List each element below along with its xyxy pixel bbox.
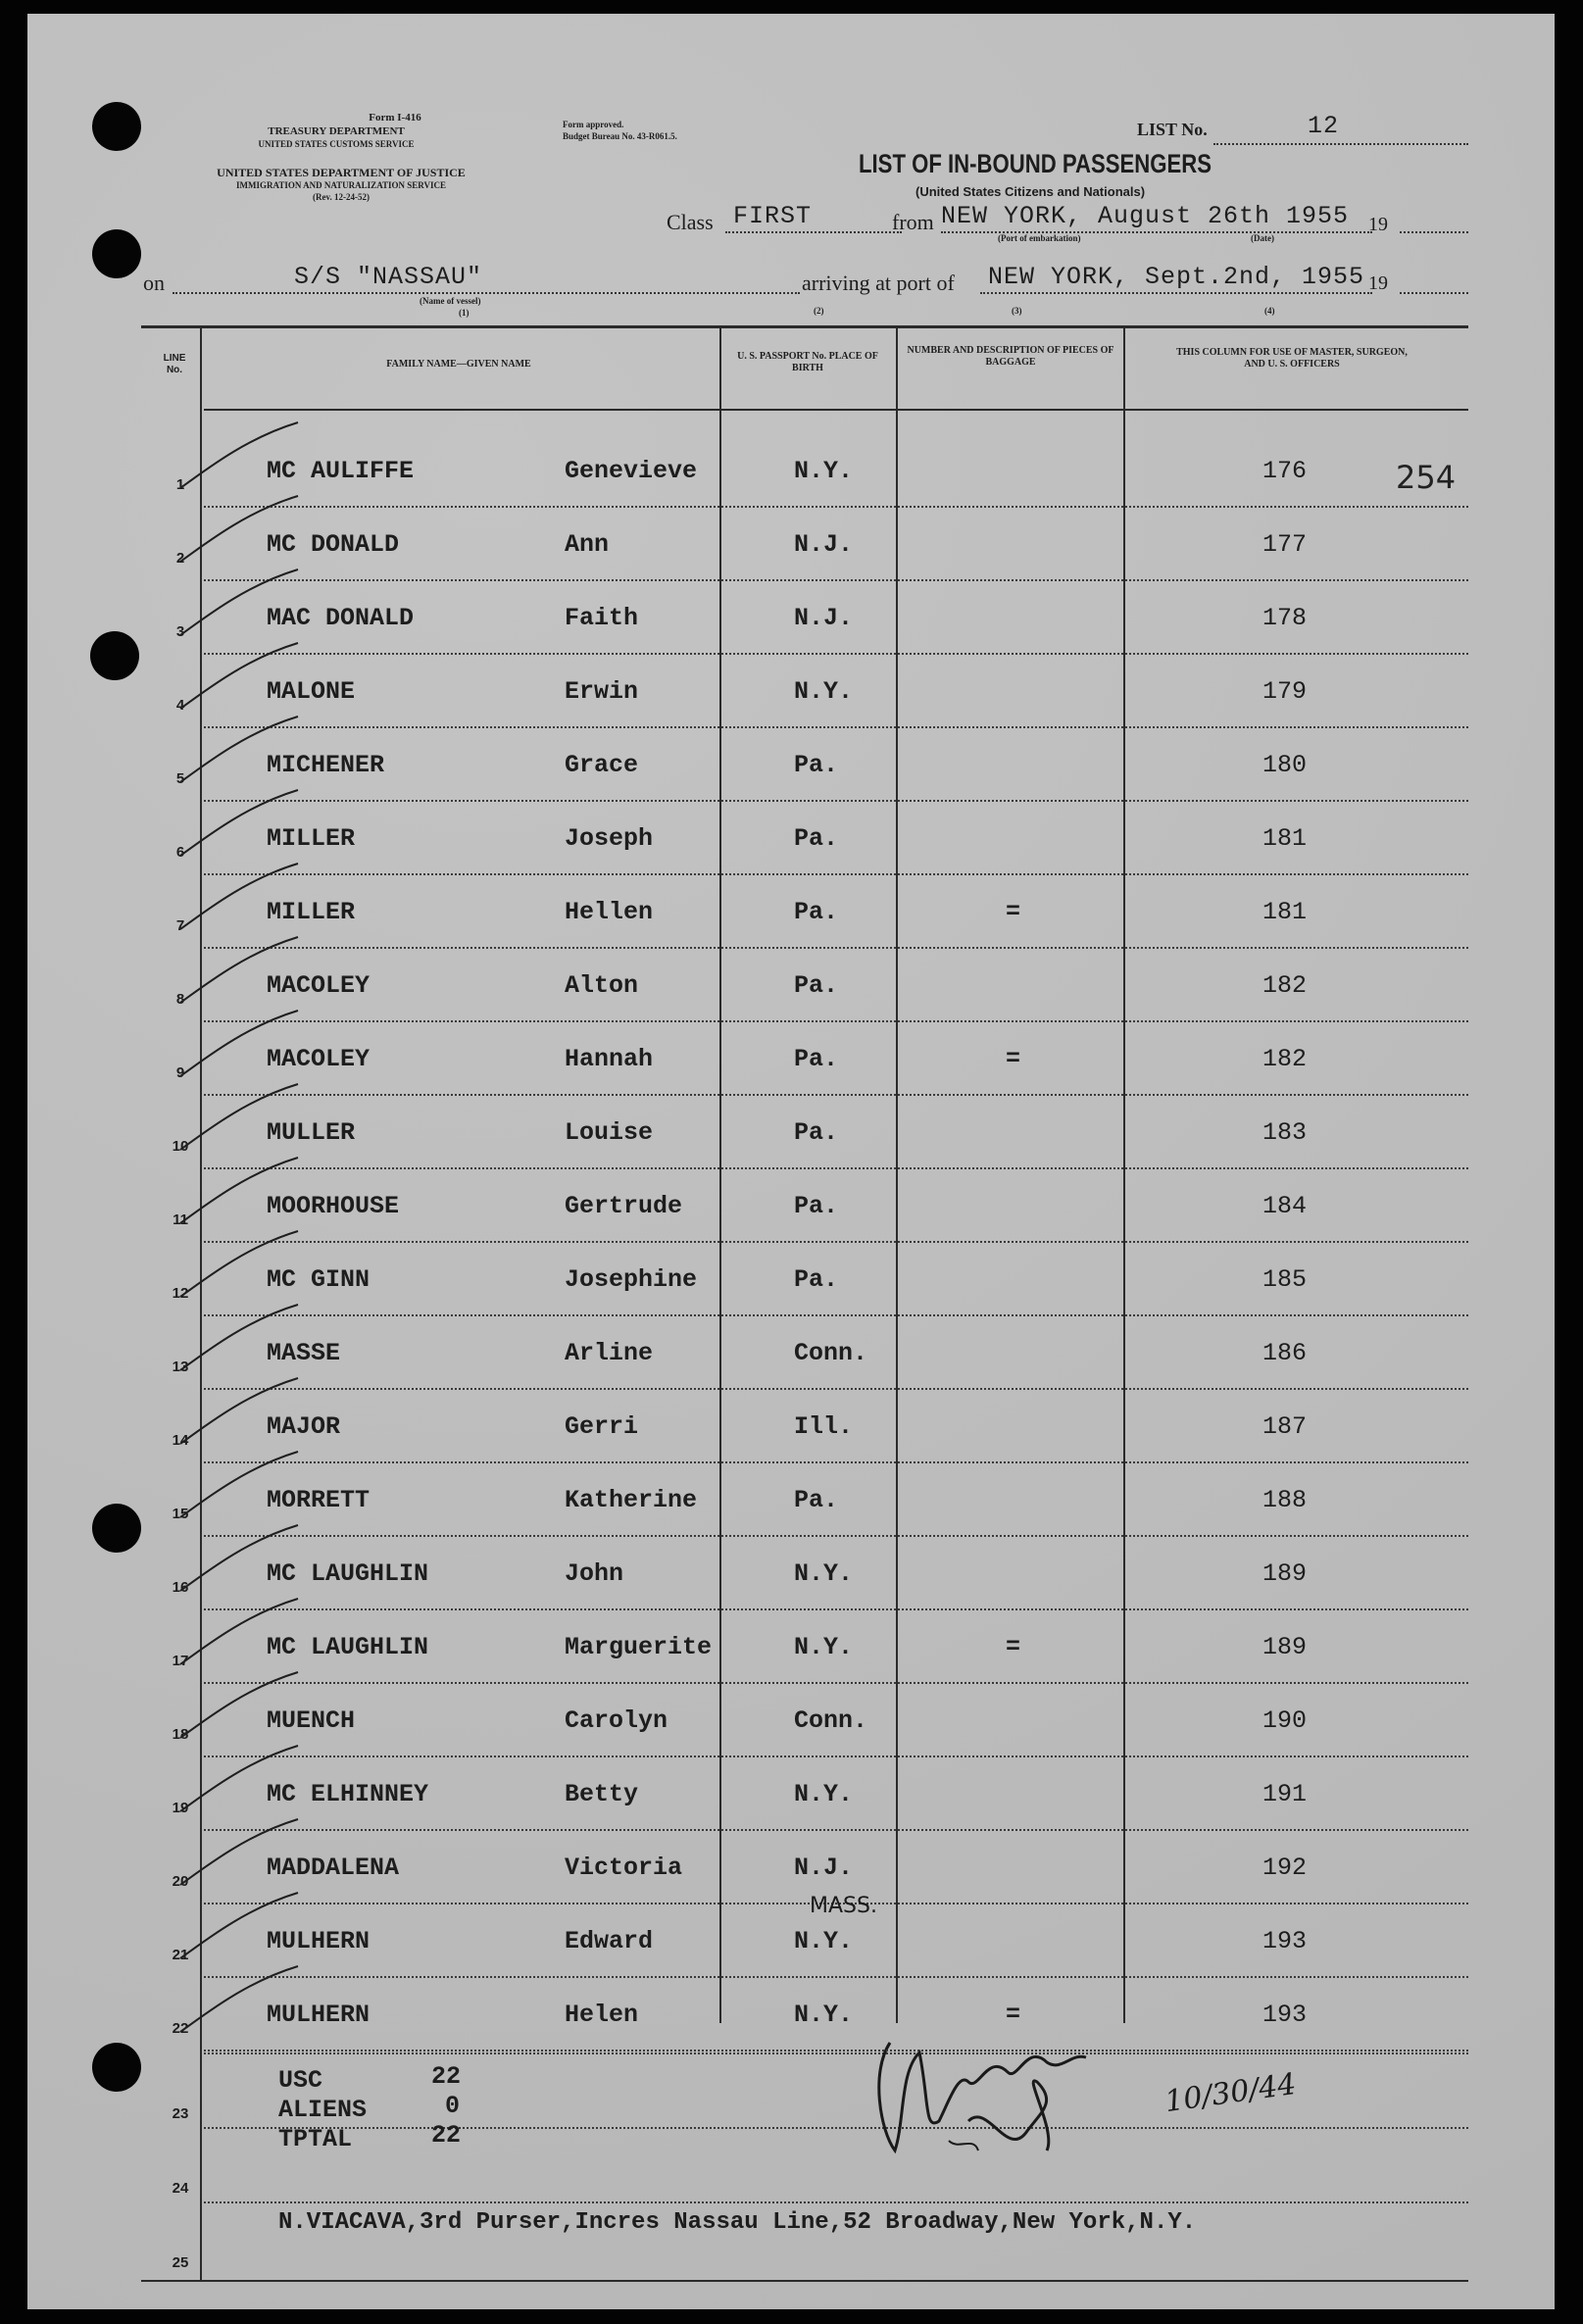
row-divider: [204, 2052, 1468, 2054]
class-label: Class: [667, 210, 714, 234]
given-name: Betty: [565, 1780, 639, 1808]
family-name: MASSE: [267, 1339, 341, 1367]
given-name: Erwin: [565, 677, 639, 706]
given-name: Ann: [565, 530, 610, 559]
line-number: 1: [175, 476, 185, 493]
given-name: Joseph: [565, 824, 654, 853]
officer-number: 185: [1262, 1265, 1308, 1294]
row-divider: [204, 1829, 1468, 1831]
row-divider: [204, 2050, 1468, 2052]
place-of-birth: Pa.: [794, 971, 839, 1000]
family-name: MC GINN: [267, 1265, 371, 1294]
name-vessel-caption: (Name of vessel): [420, 296, 481, 306]
place-of-birth: Pa.: [794, 1118, 839, 1147]
officer-number: 189: [1262, 1633, 1308, 1661]
family-name: MC LAUGHLIN: [267, 1633, 429, 1661]
row-divider: [204, 1608, 1468, 1610]
purser-signature-line: N.VIACAVA,3rd Purser,Incres Nassau Line,52 Broadway,New York,N.Y.: [278, 2209, 1197, 2236]
baggage-ditto: =: [1006, 898, 1021, 926]
baggage-ditto: =: [1006, 2001, 1021, 2029]
place-of-birth: N.Y.: [794, 457, 854, 485]
col-header-baggage: NUMBER AND DESCRIPTION OF PIECES OF BAGGAGE: [907, 345, 1114, 368]
given-name: Helen: [565, 2001, 639, 2029]
line-number: 10: [172, 1138, 189, 1155]
check-mark-icon: [171, 1667, 308, 1746]
handwritten-date: 10/30/44: [1163, 2066, 1299, 2120]
family-name: MULHERN: [267, 2001, 371, 2029]
given-name: Alton: [565, 971, 639, 1000]
officer-number: 193: [1262, 2001, 1308, 2029]
line-number: 13: [172, 1359, 189, 1375]
given-name: Carolyn: [565, 1706, 668, 1735]
check-mark-icon: [171, 1888, 308, 1966]
line-number: 16: [172, 1579, 189, 1596]
on-label: on: [143, 271, 165, 295]
page-subtitle: (United States Citizens and Nationals): [915, 184, 1146, 199]
col-num-3: (3): [1012, 306, 1022, 316]
given-name: Josephine: [565, 1265, 698, 1294]
row-divider: [204, 1020, 1468, 1022]
line-number: 8: [175, 991, 185, 1008]
row-divider: [204, 2127, 1468, 2129]
col-header-family-name: FAMILY NAME—GIVEN NAME: [386, 359, 531, 370]
row-divider: [204, 1461, 1468, 1463]
arriving-label: arriving at port of: [802, 271, 955, 295]
row-divider: [204, 1682, 1468, 1684]
check-mark-icon: [171, 418, 308, 496]
line-number: 24: [172, 2180, 189, 2197]
aliens-label: ALIENS: [278, 2096, 368, 2124]
col-header-officers: THIS COLUMN FOR USE OF MASTER, SURGEON, AND U. S. OFFICERS: [1176, 347, 1408, 370]
dept-justice: UNITED STATES DEPARTMENT OF JUSTICE: [217, 166, 466, 179]
punch-hole: [92, 229, 141, 278]
margin-handwritten-number: 254: [1396, 459, 1457, 496]
usc-label: USC: [278, 2066, 323, 2095]
line-number: 12: [172, 1285, 189, 1302]
given-name: Hannah: [565, 1045, 654, 1073]
place-of-birth: Pa.: [794, 1045, 839, 1073]
family-name: MULLER: [267, 1118, 356, 1147]
row-divider: [204, 1535, 1468, 1537]
family-name: MORRETT: [267, 1486, 371, 1514]
vessel-line: [173, 292, 800, 294]
officer-number: 179: [1262, 677, 1308, 706]
col-num-2: (2): [814, 306, 824, 316]
given-name: Marguerite: [565, 1633, 713, 1661]
col-divider-3: [896, 327, 898, 2023]
officer-number: 183: [1262, 1118, 1308, 1147]
given-name: Genevieve: [565, 457, 698, 485]
date-caption: (Date): [1251, 233, 1274, 243]
aliens-value: 0: [445, 2092, 461, 2120]
page-title: LIST OF IN-BOUND PASSENGERS: [859, 149, 1212, 178]
family-name: MAJOR: [267, 1412, 341, 1441]
family-name: MADDALENA: [267, 1854, 400, 1882]
budget-bureau: Budget Bureau No. 43-R061.5.: [563, 131, 677, 141]
row-divider: [204, 1094, 1468, 1096]
line-number: 7: [175, 917, 185, 934]
place-of-birth: Ill.: [794, 1412, 854, 1441]
officer-number: 193: [1262, 1927, 1308, 1955]
check-mark-icon: [171, 1520, 308, 1599]
row-divider: [204, 1976, 1468, 1978]
line-number: 11: [173, 1211, 188, 1228]
given-name: Edward: [565, 1927, 654, 1955]
form-number: Form I-416: [369, 112, 421, 124]
given-name: Arline: [565, 1339, 654, 1367]
year-suffix-2: 19: [1368, 272, 1388, 294]
line-number: 17: [172, 1653, 189, 1669]
line-number: 5: [175, 770, 185, 787]
baggage-ditto: =: [1006, 1633, 1021, 1661]
row-divider: [204, 1755, 1468, 1757]
officer-number: 182: [1262, 971, 1308, 1000]
check-mark-icon: [171, 565, 308, 643]
place-of-birth: Conn.: [794, 1706, 868, 1735]
check-mark-icon: [171, 1226, 308, 1305]
dept-treasury: TREASURY DEPARTMENT: [268, 125, 405, 137]
place-of-birth: N.Y.: [794, 1927, 854, 1955]
row-divider: [204, 2201, 1468, 2203]
given-name: Hellen: [565, 898, 654, 926]
class-line: [725, 231, 902, 233]
officer-number: 180: [1262, 751, 1308, 779]
line-number: 6: [175, 844, 185, 861]
check-mark-icon: [171, 1373, 308, 1452]
year-suffix-1: 19: [1368, 214, 1388, 235]
place-of-birth: N.J.: [794, 604, 854, 632]
total-label: TPTAL: [278, 2125, 353, 2153]
punch-hole: [92, 2043, 141, 2092]
officer-number: 192: [1262, 1854, 1308, 1882]
check-mark-icon: [171, 1153, 308, 1231]
row-divider: [204, 1241, 1468, 1243]
place-of-birth: Conn.: [794, 1339, 868, 1367]
punch-hole: [92, 102, 141, 151]
year-line-2: [1400, 292, 1468, 294]
place-of-birth: N.Y.: [794, 1559, 854, 1588]
check-mark-icon: [171, 638, 308, 717]
officer-number: 178: [1262, 604, 1308, 632]
col-header-passport: U. S. PASSPORT No. PLACE OF BIRTH: [737, 351, 878, 373]
line-number: 2: [175, 550, 185, 567]
place-correction: MASS.: [810, 1894, 877, 1918]
total-value: 22: [431, 2121, 462, 2150]
given-name: Victoria: [565, 1854, 683, 1882]
place-of-birth: N.J.: [794, 1854, 854, 1882]
line-number: 9: [175, 1064, 185, 1081]
check-mark-icon: [171, 932, 308, 1011]
check-mark-icon: [171, 859, 308, 937]
check-mark-icon: [171, 1961, 308, 2040]
revision: (Rev. 12-24-52): [313, 192, 370, 202]
line-number: 20: [172, 1873, 189, 1890]
given-name: Grace: [565, 751, 639, 779]
family-name: MACOLEY: [267, 971, 371, 1000]
col-divider-2: [719, 327, 721, 2023]
family-name: MICHENER: [267, 751, 385, 779]
line-number: 4: [175, 697, 185, 714]
class-value: FIRST: [733, 202, 813, 230]
given-name: Faith: [565, 604, 639, 632]
row-divider: [204, 947, 1468, 949]
family-name: MC ELHINNEY: [267, 1780, 429, 1808]
place-of-birth: Pa.: [794, 1265, 839, 1294]
check-mark-icon: [171, 1300, 308, 1378]
check-mark-icon: [171, 1079, 308, 1158]
arriving-line: [980, 292, 1372, 294]
given-name: Gertrude: [565, 1192, 683, 1220]
family-name: MULHERN: [267, 1927, 371, 1955]
line-number: 14: [172, 1432, 189, 1449]
place-of-birth: N.Y.: [794, 2001, 854, 2029]
officer-number: 191: [1262, 1780, 1308, 1808]
family-name: MUENCH: [267, 1706, 356, 1735]
line-number: 22: [172, 2020, 189, 2037]
from-value: NEW YORK, August 26th 1955: [941, 202, 1350, 230]
line-number: 15: [172, 1506, 189, 1522]
row-divider: [204, 1167, 1468, 1169]
place-of-birth: N.J.: [794, 530, 854, 559]
col-header-line-no: LINE No.: [163, 353, 186, 375]
line-number: 3: [175, 623, 185, 640]
line-number: 18: [172, 1726, 189, 1743]
form-approved: Form approved.: [563, 120, 624, 129]
place-of-birth: N.Y.: [794, 1780, 854, 1808]
place-of-birth: Pa.: [794, 1192, 839, 1220]
family-name: MILLER: [267, 824, 356, 853]
row-divider: [204, 653, 1468, 655]
family-name: MACOLEY: [267, 1045, 371, 1073]
check-mark-icon: [171, 1814, 308, 1893]
customs-service: UNITED STATES CUSTOMS SERVICE: [258, 139, 415, 149]
given-name: Katherine: [565, 1486, 698, 1514]
officer-number: 181: [1262, 824, 1308, 853]
officer-number: 190: [1262, 1706, 1308, 1735]
header-bottom-border: [204, 409, 1468, 411]
document-page: [27, 14, 1555, 2309]
baggage-ditto: =: [1006, 1045, 1021, 1073]
row-divider: [204, 1314, 1468, 1316]
officer-number: 176: [1262, 457, 1308, 485]
line-number: 25: [172, 2254, 189, 2271]
list-no-value: 12: [1308, 112, 1340, 140]
family-name: MC AULIFFE: [267, 457, 415, 485]
place-of-birth: N.Y.: [794, 1633, 854, 1661]
check-mark-icon: [171, 1741, 308, 1819]
row-divider: [204, 800, 1468, 802]
family-name: MALONE: [267, 677, 356, 706]
given-name: Gerri: [565, 1412, 639, 1441]
list-no-line: [1213, 143, 1468, 145]
place-of-birth: Pa.: [794, 751, 839, 779]
check-mark-icon: [171, 712, 308, 790]
line-number: 23: [172, 2105, 189, 2122]
check-mark-icon: [171, 491, 308, 569]
row-divider: [204, 726, 1468, 728]
officer-number: 186: [1262, 1339, 1308, 1367]
family-name: MC LAUGHLIN: [267, 1559, 429, 1588]
officer-signature: [851, 2013, 1145, 2170]
port-embark-caption: (Port of embarkation): [998, 233, 1081, 243]
family-name: MAC DONALD: [267, 604, 415, 632]
officer-number: 181: [1262, 898, 1308, 926]
check-mark-icon: [171, 785, 308, 864]
line-number: 19: [172, 1800, 189, 1816]
from-label: from: [892, 210, 934, 234]
punch-hole: [92, 1504, 141, 1553]
table-top-border: [141, 325, 1468, 328]
officer-number: 177: [1262, 530, 1308, 559]
row-divider: [204, 506, 1468, 508]
punch-hole: [90, 631, 139, 680]
place-of-birth: Pa.: [794, 824, 839, 853]
place-of-birth: N.Y.: [794, 677, 854, 706]
col-divider-4: [1123, 327, 1125, 2023]
row-divider: [204, 579, 1468, 581]
family-name: MC DONALD: [267, 530, 400, 559]
check-mark-icon: [171, 1006, 308, 1084]
check-mark-icon: [171, 1447, 308, 1525]
family-name: MILLER: [267, 898, 356, 926]
officer-number: 189: [1262, 1559, 1308, 1588]
year-line-1: [1400, 231, 1468, 233]
officer-number: 187: [1262, 1412, 1308, 1441]
given-name: John: [565, 1559, 624, 1588]
row-divider: [204, 873, 1468, 875]
col-num-4: (4): [1264, 306, 1275, 316]
immigration-service: IMMIGRATION AND NATURALIZATION SERVICE: [236, 180, 446, 190]
table-bottom-border: [141, 2280, 1468, 2282]
list-no-label: LIST No.: [1137, 120, 1208, 139]
row-divider: [204, 1388, 1468, 1390]
usc-value: 22: [431, 2062, 462, 2091]
officer-number: 184: [1262, 1192, 1308, 1220]
place-of-birth: Pa.: [794, 1486, 839, 1514]
vessel-name: S/S "NASSAU": [294, 263, 483, 291]
given-name: Louise: [565, 1118, 654, 1147]
check-mark-icon: [171, 1594, 308, 1672]
place-of-birth: Pa.: [794, 898, 839, 926]
arriving-value: NEW YORK, Sept.2nd, 1955: [988, 263, 1365, 291]
line-number: 21: [172, 1947, 189, 1963]
officer-number: 188: [1262, 1486, 1308, 1514]
officer-number: 182: [1262, 1045, 1308, 1073]
family-name: MOORHOUSE: [267, 1192, 400, 1220]
col-num-1: (1): [459, 308, 470, 318]
